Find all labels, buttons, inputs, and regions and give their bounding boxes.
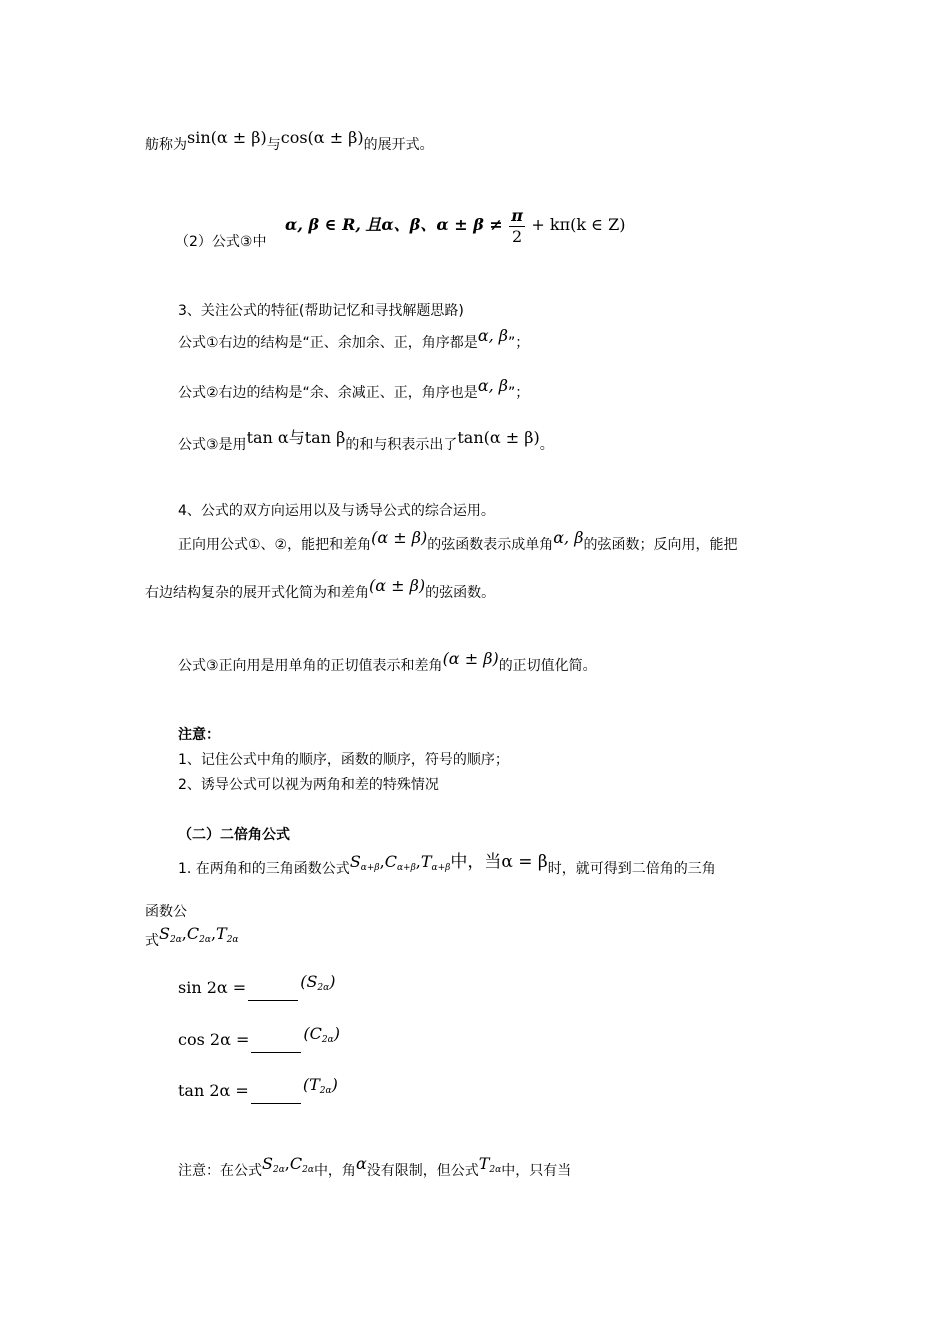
section3-heading: 3、关注公式的特征(帮助记忆和寻找解题思路) — [178, 303, 464, 319]
text: 与 — [266, 137, 281, 153]
text: 公式③是用 — [178, 437, 247, 453]
section3-line3 — [178, 428, 554, 455]
subscript: 2α — [317, 983, 330, 993]
double-angle-line3: 式$S_{2\alpha},C_{2\alpha},T_{2\alpha}$ — [145, 924, 239, 949]
symbol-C: C — [309, 1024, 322, 1043]
formula-tan-alpha-beta: tan α与tan β — [246, 428, 346, 447]
symbol-T: T — [420, 852, 432, 871]
formula-sum-angle: (α ± β) — [371, 528, 428, 547]
text: ”； — [508, 335, 530, 351]
text: 。 — [539, 437, 554, 453]
formula-alpha-beta: α, β — [553, 528, 584, 547]
subscript: 2α — [199, 935, 211, 945]
text: 的正切值化简。 — [498, 658, 597, 674]
text: 中，只有当 — [501, 1163, 572, 1179]
formula-alpha-beta: α, β — [477, 326, 509, 345]
text: 公式②右边的结构是“余、余减正、正，角序也是 — [178, 385, 478, 401]
section3-line1 — [178, 326, 530, 353]
answer-blank-tan[interactable] — [251, 1083, 301, 1104]
answer-blank-sin[interactable] — [248, 980, 298, 1001]
text: 的弦函数。 — [425, 585, 496, 601]
double-angle-line1: 1. 在两角和的三角函数公式$S_{\alpha+\beta},C_{\alpha+\beta},T_{\alpha+\beta}$中，当α = β时，就可得到二倍角的三角 — [178, 852, 716, 877]
formula-sin2a: sin 2α = — [178, 978, 247, 997]
text: 中，角 — [313, 1163, 356, 1179]
formula-C2a — [187, 924, 211, 943]
subscript: 2α — [169, 935, 182, 945]
symbol-T: T — [309, 1075, 320, 1094]
formula-tan-sum: tan(α ± β) — [457, 428, 540, 447]
double-angle-line2: 函数公 — [145, 904, 187, 920]
subscript: α+β — [396, 863, 416, 873]
subscript: 2α — [321, 1035, 334, 1045]
formula3-condition — [285, 205, 625, 247]
symbol-C: C — [186, 924, 200, 943]
fill-tan2a — [178, 1075, 338, 1107]
subscript: α+β — [360, 863, 380, 873]
formula-S2a — [262, 1154, 285, 1173]
formula-sum-angle: (α ± β) — [369, 576, 426, 595]
formula-T2a — [216, 924, 238, 943]
formula3-label: （2）公式③中 — [175, 234, 267, 250]
subscript: α+β — [431, 863, 451, 873]
fill-cos2a — [178, 1024, 340, 1056]
section4-heading: 4、公式的双方向运用以及与诱导公式的综合运用。 — [178, 503, 495, 519]
symbol-alpha: α — [355, 1154, 367, 1173]
subscript: 2α — [272, 1165, 285, 1175]
fraction-pi-over-2 — [509, 206, 525, 247]
text: ”； — [508, 385, 530, 401]
condition-angles: 且α、β、α ± β ≠ — [365, 215, 503, 234]
fraction-denominator: 2 — [512, 226, 523, 246]
formula-S2a — [159, 924, 182, 943]
label-T2a: $(T_{2\alpha})$ — [302, 1075, 338, 1096]
subscript: 2α — [489, 1165, 502, 1175]
formula-C2a — [290, 1154, 314, 1173]
text: 公式①右边的结构是“正、余加余、正，角序都是 — [178, 335, 478, 351]
section4-line3 — [178, 649, 597, 676]
formula-T2a — [479, 1154, 501, 1173]
symbol-C: C — [384, 852, 397, 871]
subscript: 2α — [319, 1086, 332, 1096]
condition-k: + kπ(k ∈ Z) — [531, 215, 626, 234]
text: 的弦函数；反向用，能把 — [583, 537, 738, 553]
answer-blank-cos[interactable] — [251, 1032, 301, 1053]
note-item-2: 2、诱导公式可以视为两角和差的特殊情况 — [178, 777, 439, 793]
formula-tan2a: tan 2α = — [178, 1081, 249, 1100]
note-title: 注意： — [178, 727, 220, 743]
text: 公式③正向用是用单角的正切值表示和差角 — [178, 658, 443, 674]
text: 时，就可得到二倍角的三角 — [547, 861, 716, 877]
formula-cos-sum: cos(α ± β) — [280, 128, 364, 147]
text: 右边结构复杂的展开式化简为和差角 — [145, 585, 369, 601]
text: 舫称为 — [145, 137, 187, 153]
symbol-C: C — [289, 1154, 303, 1173]
formula-cos2a: cos 2α = — [178, 1030, 250, 1049]
symbol-S: S — [262, 1154, 273, 1173]
text: 1. 在两角和的三角函数公式 — [178, 861, 350, 877]
text: 没有限制，但公式 — [366, 1163, 479, 1179]
formula-T-sum — [421, 852, 451, 871]
paragraph-expansion — [145, 128, 434, 155]
condition-domain: α, β ∈ R, — [285, 215, 361, 234]
fraction-numerator: π — [511, 205, 523, 225]
text: 注意：在公式 — [178, 1163, 262, 1179]
subscript: 2α — [302, 1165, 314, 1175]
text: 的展开式。 — [363, 137, 434, 153]
formula-sin-sum: sin(α ± β) — [187, 128, 267, 147]
last-note: 注意：在公式$S_{2\alpha},C_{2\alpha}$中，角α没有限制，但公式$T_{2\alpha}$中，只有当 — [178, 1154, 572, 1179]
section4-line1 — [178, 528, 738, 555]
label-S2a: $(S_{2\alpha})$ — [300, 972, 336, 993]
formula-alpha-beta: α, β — [477, 376, 509, 395]
formula-S-sum — [350, 852, 380, 871]
label-C2a: $(C_{2\alpha})$ — [303, 1024, 340, 1045]
condition-alpha-equals-beta: 中，当α = β — [450, 852, 548, 872]
symbol-T: T — [478, 1154, 490, 1173]
symbol-S: S — [159, 924, 170, 943]
text: 的弦函数表示成单角 — [427, 537, 554, 553]
text: 的和与积表示出了 — [345, 437, 458, 453]
section3-line2 — [178, 376, 530, 403]
symbol-T: T — [216, 924, 227, 943]
formula-sum-angle: (α ± β) — [442, 649, 499, 668]
formula-C-sum — [385, 852, 416, 871]
fill-sin2a — [178, 972, 336, 1004]
section4-line2 — [145, 576, 496, 603]
text: 式 — [145, 933, 159, 949]
subscript: 2α — [226, 935, 239, 945]
symbol-S: S — [349, 852, 361, 871]
symbol-S: S — [306, 972, 318, 991]
double-angle-heading: （二）二倍角公式 — [178, 827, 290, 843]
text: 正向用公式①、②，能把和差角 — [178, 537, 372, 553]
note-item-1: 1、记住公式中角的顺序，函数的顺序，符号的顺序； — [178, 752, 509, 768]
